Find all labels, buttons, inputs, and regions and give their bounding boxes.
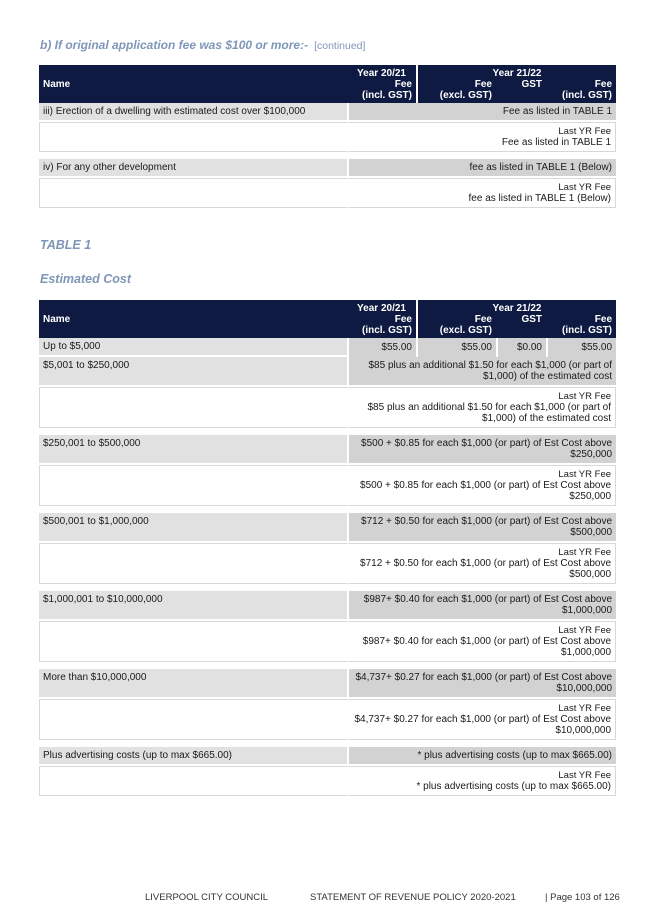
table-row <box>39 669 616 699</box>
table-row <box>39 435 616 465</box>
section-heading-text: b) If original application fee was $100 or more:- <box>40 38 309 52</box>
row-last-year <box>347 543 616 584</box>
row-fee-2021: $55.00 <box>347 338 416 357</box>
row-fee: fee as listed in TABLE 1 (Below) <box>347 159 616 178</box>
row-last-year <box>347 621 616 662</box>
header-fee-incl-2: Fee (incl. GST) <box>546 79 616 103</box>
row-fee: $85 plus an additional $1.50 for each $1,000 (or part of $1,000) of the estimated cost <box>347 357 616 387</box>
row-fee: * plus advertising costs (up to max $665.00) <box>347 747 616 766</box>
row-name: iv) For any other development <box>39 159 347 178</box>
last-yr-value: $4,737+ $0.27 for each $1,000 (or part) of Est Cost above $10,000,000 <box>354 714 612 736</box>
table-row <box>39 103 616 122</box>
header-gst: GST <box>496 314 546 338</box>
last-yr-label: Last YR Fee <box>558 770 612 781</box>
row-fee: $4,737+ $0.27 for each $1,000 (or part) of Est Cost above $10,000,000 <box>347 669 616 699</box>
row-fee: Fee as listed in TABLE 1 <box>347 103 616 122</box>
table-row <box>39 357 616 387</box>
row-last-year <box>347 178 616 208</box>
last-yr-label: Last YR Fee <box>558 703 612 714</box>
row-last-year <box>347 122 616 152</box>
table-row <box>39 513 616 543</box>
table-row <box>39 159 616 178</box>
header-fee-incl: Fee (incl. GST) <box>347 79 416 103</box>
table-row-last-year <box>39 465 616 506</box>
row-gst: $0.00 <box>496 338 546 357</box>
row-fee-excl: $55.00 <box>416 338 496 357</box>
header-name: Name <box>39 300 347 338</box>
table-row-last-year <box>39 387 616 428</box>
last-yr-value: $500 + $0.85 for each $1,000 (or part) of Est Cost above $250,000 <box>360 480 612 502</box>
row-fee: $712 + $0.50 for each $1,000 (or part) of Est Cost above $500,000 <box>347 513 616 543</box>
last-yr-value: $987+ $0.40 for each $1,000 (or part) of Est Cost above $1,000,000 <box>362 636 612 658</box>
table-row-last-year <box>39 699 616 740</box>
header-gst: GST <box>496 79 546 103</box>
row-name: Up to $5,000 <box>39 338 347 357</box>
table-row <box>39 747 616 766</box>
header-year1: Year 20/21 <box>347 300 416 314</box>
table1-title: TABLE 1 <box>40 238 92 252</box>
last-yr-label: Last YR Fee <box>558 182 612 193</box>
continued-label: [continued] <box>314 40 366 52</box>
table-row-last-year <box>39 122 616 152</box>
footer-page-number: | Page 103 of 126 <box>545 892 620 903</box>
row-fee: $987+ $0.40 for each $1,000 (or part) of Est Cost above $1,000,000 <box>347 591 616 621</box>
header-fee-incl: Fee (incl. GST) <box>347 314 416 338</box>
header-name: Name <box>39 65 347 103</box>
section-heading <box>40 38 365 52</box>
last-yr-value: $85 plus an additional $1.50 for each $1,000 (or part of $1,000) of the estimated cost <box>367 402 612 424</box>
table-row-last-year <box>39 766 616 796</box>
footer-council: LIVERPOOL CITY COUNCIL <box>145 892 269 903</box>
row-fee: $500 + $0.85 for each $1,000 (or part) of Est Cost above $250,000 <box>347 435 616 465</box>
header-year2: Year 21/22 <box>416 300 616 314</box>
row-name: $1,000,001 to $10,000,000 <box>39 591 347 621</box>
row-name: Plus advertising costs (up to max $665.00) <box>39 747 347 766</box>
last-yr-value: $712 + $0.50 for each $1,000 (or part) of Est Cost above $500,000 <box>360 558 612 580</box>
fee-table-estimated-cost <box>39 300 616 796</box>
row-name: $5,001 to $250,000 <box>39 357 347 387</box>
row-last-year <box>347 465 616 506</box>
row-last-year <box>347 766 616 796</box>
row-name: $250,001 to $500,000 <box>39 435 347 465</box>
row-name: $500,001 to $1,000,000 <box>39 513 347 543</box>
header-year1: Year 20/21 <box>347 65 416 79</box>
last-yr-value: Fee as listed in TABLE 1 <box>501 137 612 148</box>
table-row-last-year <box>39 621 616 662</box>
row-last-year <box>347 387 616 428</box>
footer-document: STATEMENT OF REVENUE POLICY 2020-2021 <box>310 892 516 903</box>
header-fee-incl-2: Fee (incl. GST) <box>546 314 616 338</box>
last-yr-value: * plus advertising costs (up to max $665.00) <box>416 781 612 792</box>
last-yr-label: Last YR Fee <box>558 391 612 402</box>
last-yr-label: Last YR Fee <box>558 126 612 137</box>
header-fee-excl: Fee (excl. GST) <box>416 79 496 103</box>
row-name: iii) Erection of a dwelling with estimated cost over $100,000 <box>39 103 347 122</box>
table-row <box>39 591 616 621</box>
fee-table-top <box>39 65 616 208</box>
row-fee-incl: $55.00 <box>546 338 616 357</box>
header-year2: Year 21/22 <box>416 65 616 79</box>
last-yr-label: Last YR Fee <box>558 469 612 480</box>
row-last-year <box>347 699 616 740</box>
last-yr-value: fee as listed in TABLE 1 (Below) <box>468 193 612 204</box>
table1-subtitle: Estimated Cost <box>40 272 131 286</box>
row-name: More than $10,000,000 <box>39 669 347 699</box>
last-yr-label: Last YR Fee <box>558 547 612 558</box>
table-row <box>39 338 616 357</box>
last-yr-label: Last YR Fee <box>558 625 612 636</box>
table-row-last-year <box>39 178 616 208</box>
header-fee-excl: Fee (excl. GST) <box>416 314 496 338</box>
table-row-last-year <box>39 543 616 584</box>
